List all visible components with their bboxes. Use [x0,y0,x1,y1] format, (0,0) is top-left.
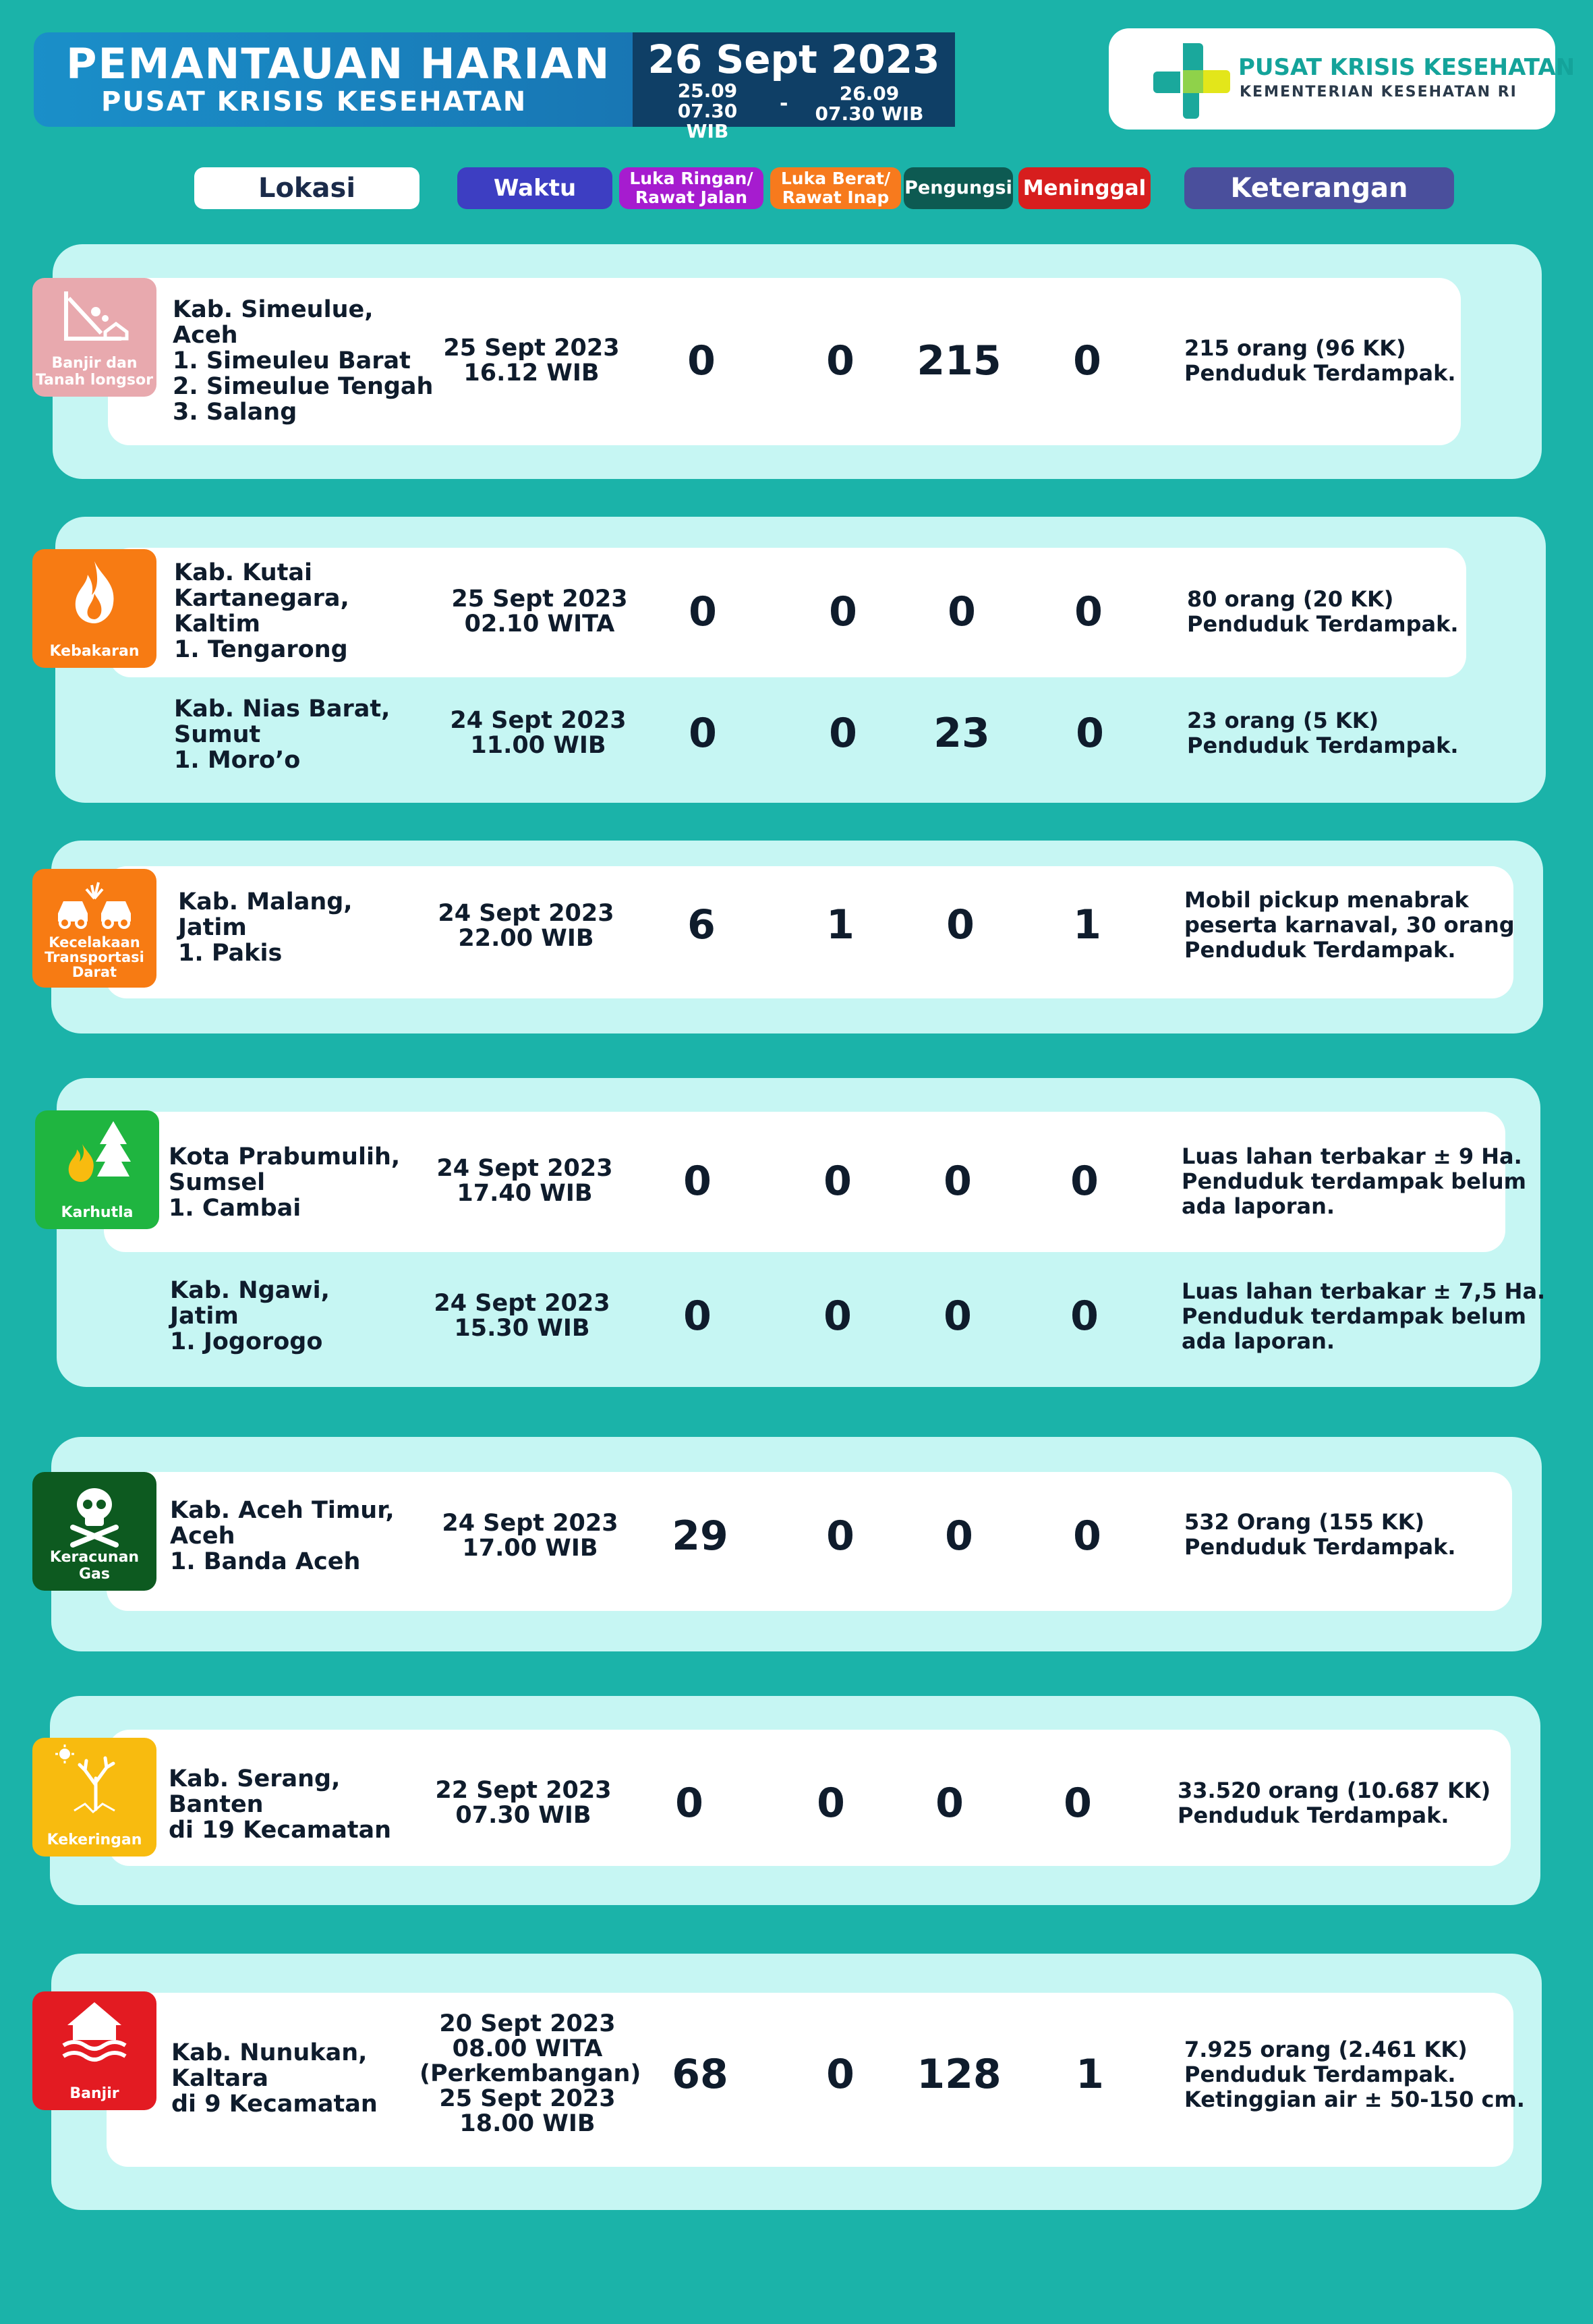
range-from [657,81,758,142]
row-luka-ringan: 6 [687,901,716,948]
col-header-luka-ringan [619,167,763,209]
row-keterangan: Luas lahan terbakar ± 9 Ha. Penduduk terdampak belum ada laporan. [1182,1143,1526,1219]
event-category-badge [35,1110,159,1229]
row-keterangan: 80 orang (20 KK) Penduduk Terdampak. [1187,586,1459,637]
row-luka-ringan: 0 [683,1293,712,1340]
row-luka-berat: 0 [826,2051,855,2098]
row-meninggal: 0 [1076,710,1104,757]
row-pengungsi: 0 [948,588,976,635]
row-luka-ringan: 0 [689,588,717,635]
col-header-pengungsi: Pengungsi [904,167,1013,209]
row-luka-ringan: 0 [687,337,716,385]
row-lokasi: Kab. Nias Barat, Sumut 1. Moro’o [174,696,390,774]
range-from-time: 07.30 WIB [677,100,738,142]
range-to [812,84,927,124]
row-meninggal: 0 [1070,1158,1099,1205]
event-category-badge [32,549,156,668]
event-category-badge [32,1738,156,1857]
page-title: PEMANTAUAN HARIAN [66,39,611,88]
row-waktu: 24 Sept 2023 11.00 WIB [450,707,627,759]
col-header-luka-berat-text: Luka Berat/ Rawat Inap [780,169,891,207]
logo-box [1109,28,1575,130]
row-luka-berat: 0 [826,1512,855,1560]
col-header-meninggal: Meninggal [1018,167,1151,209]
row-pengungsi: 0 [945,1512,973,1560]
event-category-label: Kecelakaan Transportasi Darat [45,934,144,980]
event-category-label: Banjir [69,2085,119,2102]
row-waktu: 24 Sept 2023 15.30 WIB [434,1290,610,1342]
range-separator: - [780,92,788,115]
col-header-luka-ringan-text: Luka Ringan/ Rawat Jalan [629,169,753,207]
row-luka-berat: 0 [823,1158,852,1205]
fire-icon [54,556,135,627]
row-pengungsi: 0 [944,1293,972,1340]
row-lokasi: Kab. Simeulue, Aceh 1. Simeuleu Barat 2. Simeulue Tengah 3. Salang [173,296,434,426]
row-lokasi: Kab. Nunukan, Kaltara di 9 Kecamatan [171,2039,378,2118]
row-meninggal: 0 [1064,1780,1092,1827]
event-category-label: Kebakaran [49,643,140,660]
row-luka-ringan: 29 [672,1512,728,1560]
drought-icon [54,1745,135,1816]
row-waktu: 24 Sept 2023 17.40 WIB [436,1155,613,1207]
row-pengungsi: 23 [933,710,990,757]
row-waktu: 22 Sept 2023 07.30 WIB [435,1777,612,1829]
col-header-waktu: Waktu [457,167,612,209]
row-waktu: 24 Sept 2023 17.00 WIB [442,1510,618,1562]
header-banner [34,32,955,142]
logo-org: KEMENTERIAN KESEHATAN RI [1240,84,1517,101]
row-meninggal: 0 [1070,1293,1099,1340]
row-lokasi: Kab. Ngawi, Jatim 1. Jogorogo [170,1277,330,1355]
row-pengungsi: 215 [917,337,1002,385]
event-category-badge [32,869,156,988]
col-header-luka-berat [770,167,901,209]
row-luka-ringan: 0 [689,710,717,757]
page-subtitle: PUSAT KRISIS KESEHATAN [101,86,527,117]
row-keterangan: Luas lahan terbakar ± 7,5 Ha. Penduduk terdampak belum ada laporan. [1182,1278,1546,1354]
row-pengungsi: 0 [935,1780,964,1827]
event-category-label: Keracunan Gas [49,1549,140,1583]
report-date: 26 Sept 2023 [647,36,940,82]
event-category-label: Karhutla [61,1204,134,1221]
row-luka-berat: 0 [817,1780,845,1827]
event-category-badge [32,278,156,397]
row-meninggal: 0 [1073,337,1101,385]
event-category-label: Banjir dan Tanah longsor [36,355,153,389]
row-meninggal: 0 [1073,1512,1101,1560]
row-lokasi: Kab. Serang, Banten di 19 Kecamatan [169,1765,392,1844]
row-waktu: 25 Sept 2023 16.12 WIB [443,335,620,387]
row-meninggal: 1 [1073,901,1101,948]
row-lokasi: Kab. Malang, Jatim 1. Pakis [178,888,353,967]
row-luka-berat: 0 [826,337,855,385]
row-luka-berat: 0 [823,1293,852,1340]
row-pengungsi: 128 [917,2051,1002,2098]
row-keterangan: 7.925 orang (2.461 KK) Penduduk Terdampak. Ketinggian air ± 50-150 cm. [1184,2037,1525,2112]
row-lokasi: Kab. Aceh Timur, Aceh 1. Banda Aceh [170,1497,395,1575]
row-waktu: 25 Sept 2023 02.10 WITA [451,586,628,637]
landslide-icon [54,285,135,356]
row-luka-ringan: 0 [675,1780,703,1827]
row-keterangan: 33.520 orang (10.687 KK) Penduduk Terdampak. [1178,1778,1491,1828]
row-waktu: 24 Sept 2023 22.00 WIB [438,900,614,952]
date-box [633,32,955,142]
row-keterangan: Mobil pickup menabrak peserta karnaval, 30 orang Penduduk Terdampak. [1184,887,1515,963]
row-luka-berat: 0 [829,588,857,635]
row-luka-berat: 1 [826,901,855,948]
row-keterangan: 215 orang (96 KK) Penduduk Terdampak. [1184,335,1456,386]
flood-icon [54,1998,135,2070]
range-from-date: 25.09 [677,80,738,102]
col-header-lokasi: Lokasi [194,167,419,209]
range-to-date: 26.09 [839,82,900,105]
row-luka-berat: 0 [829,710,857,757]
row-pengungsi: 0 [944,1158,972,1205]
skull-icon [54,1479,135,1550]
health-crisis-logo-icon [1149,39,1233,123]
event-category-label: Kekeringan [47,1832,142,1848]
row-meninggal: 1 [1076,2051,1104,2098]
range-to-time: 07.30 WIB [815,103,924,125]
row-meninggal: 0 [1074,588,1103,635]
row-waktu: 20 Sept 2023 08.00 WITA (Perkembangan) 25 Sept 2023 18.00 WIB [419,2010,641,2137]
logo-name: PUSAT KRISIS KESEHATAN [1238,54,1575,81]
car-crash-icon [54,872,135,943]
row-luka-ringan: 0 [683,1158,712,1205]
event-category-badge [32,1472,156,1591]
row-lokasi: Kota Prabumulih, Sumsel 1. Cambai [169,1143,401,1222]
row-keterangan: 532 Orang (155 KK) Penduduk Terdampak. [1184,1509,1456,1560]
event-category-badge [32,1991,156,2110]
row-keterangan: 23 orang (5 KK) Penduduk Terdampak. [1187,708,1459,758]
row-pengungsi: 0 [946,901,975,948]
row-lokasi: Kab. Kutai Kartanegara, Kaltim 1. Tengarong [174,559,349,663]
col-header-keterangan: Keterangan [1184,167,1454,209]
forest-fire-icon [57,1117,138,1189]
row-luka-ringan: 68 [672,2051,728,2098]
